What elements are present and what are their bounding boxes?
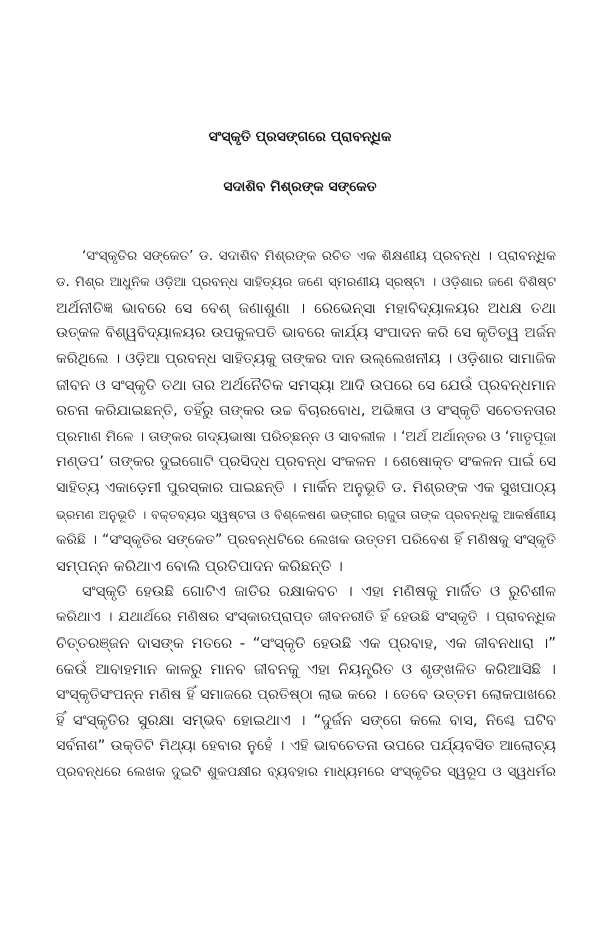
text-line: କରିଥାଏ । ଯଥାର୍ଥରେ ମଣିଷର ସଂସ୍କାରପ୍ରାପ୍ତ ଜୀବନରୀତି ହିଁ ହେଉଛି ସଂସ୍କୃତି । ପ୍ରାବନ୍ଧିକ	[56, 609, 556, 626]
text-line: ଭ୍ରମଣ ଅନୁଭୂତି । ବକ୍ତବ୍ୟର ସ୍ୱଷ୍ଟତା ଓ ବିଶ୍ଳେଷଣ ଭଙ୍ଗୀର ଋଜୁତା ତାଙ୍କ ପ୍ରବନ୍ଧକୁ ଆକର୍ଷଣୀୟ	[56, 506, 556, 522]
title-line-2: ସଦାଶିବ ମିଶ୍ରଙ୍କ ସଙ୍କେତ	[223, 179, 377, 195]
text-line: ପ୍ରମାଣ ମିଳେ । ତାଙ୍କର ଗଦ୍ୟଭାଷା ପରିଚ୍ଛନ୍ନ ଓ ସାବଲୀଳ । ‘ଅର୍ଥ ଅର୍ଥାନ୍ତର ଓ ‘ମାତୃପୂଜା	[56, 428, 556, 445]
text-line: ‘ସଂସ୍କୃତିର ସଙ୍କେତ’ ଡ. ସଦାଶିବ ମିଶ୍ରଙ୍କ ରଚିତ ଏକ ଶିକ୍ଷଣୀୟ ପ୍ରବନ୍ଧ । ପ୍ରାବନ୍ଧିକ	[82, 248, 556, 264]
text-line: ଡ. ମିଶ୍ର ଆଧୁନିକ ଓଡ଼ିଆ ପ୍ରବନ୍ଧ ସାହିତ୍ୟର ଜଣେ ସ୍ମରଣୀୟ ସ୍ରଷ୍ଟା । ଓଡ଼ିଶାର ଜଣେ ବିଶିଷ୍ଟ	[56, 274, 556, 290]
text-line: ଉତ୍କଳ ବିଶ୍ୱବିଦ୍ୟାଳୟର ଉପକୁଳପତି ଭାବରେ କାର୍ଯ୍ୟ ସଂପାଦନ କରି ସେ କୃତିତ୍ୱ ଅର୍ଜନ	[56, 325, 556, 342]
title-line-1: ସଂସ୍କୃତି ପ୍ରସଙ୍ଗରେ ପ୍ରାବନ୍ଧିକ	[208, 129, 392, 145]
text-line: ସଂସ୍କୃତିସଂପନ୍ନ ମଣିଷ ହିଁ ସମାଜରେ ପ୍ରତିଷ୍ଠା ଲାଭ କରେ । ତେବେ ଉତ୍ତମ ଲୋକପାଖରେ	[56, 686, 556, 703]
text-line: ମଣ୍ଡପ’ ତାଙ୍କର ଦୁଇଗୋଟି ପ୍ରସିଦ୍ଧ ପ୍ରବନ୍ଧ ସଂକଳନ । ଶେଷୋକ୍ତ ସଂକଳନ ପାଇଁ ସେ	[56, 454, 556, 471]
text-line: ରଚନା କରିଯାଇଛନ୍ତି, ତହିଁରୁ ତାଙ୍କର ଉଚ୍ଚ ବିଚାରବୋଧ, ଅଭିଜ୍ଞତା ଓ ସଂସ୍କୃତି ସଚେତନତାର	[56, 402, 556, 419]
text-line: ସଂସ୍କୃତି ହେଉଛି ଗୋଟିଏ ଜାତିର ରକ୍ଷାକବଚ । ଏହା ମଣିଷକୁ ମାର୍ଜିତ ଓ ରୁଚିଶୀଳ	[82, 582, 556, 601]
text-line: ସର୍ବନାଶ” ଉକ୍ତିଟି ମିଥ୍ୟା ହେବାର ନୁହେଁ । ଏହି ଭାବଚେତନା ଉପରେ ପର୍ଯ୍ୟବସିତ ଆଲୋଚ୍ୟ	[56, 738, 556, 755]
text-line: କରିଛି । “ସଂସ୍କୃତିର ସଙ୍କେତ” ପ୍ରବନ୍ଧଟିରେ ଲେଖକ ଉତ୍ତମ ପରିବେଶ ହିଁ ମଣିଷକୁ ସଂସ୍କୃତି	[56, 531, 556, 548]
text-line: ଅର୍ଥନୀତିଜ୍ଞ ଭାବରେ ସେ ବେଶ୍ ଜଣାଶୁଣା । ରେଭେନ୍‌ସା ମହାବିଦ୍ୟାଳୟର ଅଧକ୍ଷ ତଥା	[56, 298, 556, 317]
page-title	[0, 112, 600, 212]
text-line: କରିଥିଲେ । ଓଡ଼ିଆ ପ୍ରବନ୍ଧ ସାହିତ୍ୟକୁ ତାଙ୍କର ଦାନ ଉଲ୍ଲେଖନୀୟ । ଓଡ଼ିଶାର ସାମାଜିକ	[56, 351, 556, 368]
text-line: ପ୍ରବନ୍ଧରେ ଲେଖକ ଦୁଇଟି ଶୁକପକ୍ଷୀର ବ୍ୟବହାର ମାଧ୍ୟମରେ ସଂସ୍କୃତିର ସ୍ୱରୂପ ଓ ସ୍ୱଧର୍ମର	[56, 763, 556, 780]
text-line: ଚିତ୍ତରଞ୍ଜନ ଦାସଙ୍କ ମତରେ - “ସଂସ୍କୃତି ହେଉଛି ଏକ ପ୍ରବାହ, ଏକ ଜୀବନଧାରା ।”	[56, 633, 556, 652]
text-line: ହିଁ ସଂସ୍କୃତିର ସୁରକ୍ଷା ସମ୍ଭବ ହୋଇଥାଏ । “ଦୁର୍ଜନ ସଙ୍ଗେ କଲେ ବାସ, ନିଶ୍ଚେ ଘଟିବ	[56, 711, 556, 730]
text-line: କେଉଁ ଆବାହମାନ କାଳରୁ ମାନବ ଜୀବନକୁ ଏହା ନିୟନ୍ତ୍ରିତ ଓ ଶୃଙ୍ଖଳିତ କରିଆସିଛି ।	[56, 659, 556, 678]
text-line: ସାହିତ୍ୟ ଏକାଡ଼େମୀ ପୁରସ୍କାର ପାଇଛନ୍ତି । ମାର୍କିନ ଅନୁଭୂତି ଡ. ମିଶ୍ରଙ୍କ ଏକ ସୁଖପାଠ୍ୟ	[56, 480, 556, 497]
text-line: ସମ୍ପନ୍ନ କରିଥାଏ ବୋଲି ପ୍ରତିପାଦନ କରିଛନ୍ତି ।	[56, 556, 343, 575]
paragraph-1	[56, 244, 556, 579]
paragraph-2	[56, 579, 556, 785]
text-line: ଜୀବନ ଓ ସଂସ୍କୃତି ତଥା ତାର ଅର୍ଥନୈତିକ ସମସ୍ୟା ଆଦି ଉପରେ ସେ ଯେଉଁ ପ୍ରବନ୍ଧମାନ	[56, 375, 556, 394]
body-text	[56, 244, 556, 786]
